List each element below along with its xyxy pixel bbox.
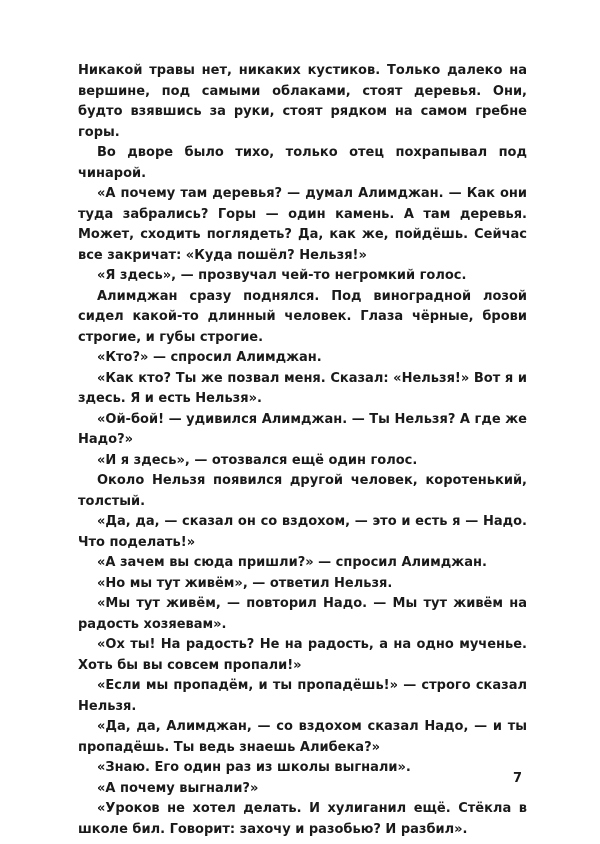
paragraph-8: «Ой-бой! — удивился Алимджан. — Ты Нельзя? А где же Надо?» [78, 411, 527, 447]
page-number: 7 [513, 771, 523, 786]
paragraph-11: «Да, да, — сказал он со вздохом, — это и есть я — Надо. Что поделать!» [78, 514, 527, 550]
paragraph-1: Никакой травы нет, никаких кустиков. Только далеко на вершине, под самыми облаками, стоят деревья. Они, будто взявшись за руки, стоят рядком на самом гребне горы. [78, 63, 527, 140]
paragraph-3: «А почему там деревья? — думал Алимджан. — Как они туда забрались? Горы — один камень. А там деревья. Может, сходить поглядеть? Да, как же, пойдёшь. Сейчас все закричат: «Куда пошёл? Нельзя!» [78, 186, 527, 263]
paragraph-10: Около Нельзя появился другой человек, коротенький, толстый. [78, 473, 527, 509]
paragraph-7: «Как кто? Ты же позвал меня. Сказал: «Нельзя!» Вот я и здесь. Я и есть Нельзя». [78, 370, 527, 406]
paragraph-17: «Да, да, Алимджан, — со вздохом сказал Надо, — и ты пропадёшь. Ты ведь знаешь Алибека?» [78, 719, 527, 755]
paragraph-5: Алимджан сразу поднялся. Под виноградной лозой сидел какой-то длинный человек. Глаза чёрные, брови строгие, и губы строгие. [78, 288, 527, 345]
paragraph-18: «Знаю. Его один раз из школы выгнали». [97, 760, 411, 775]
paragraph-13: «Но мы тут живём», — ответил Нельзя. [97, 575, 393, 591]
paragraph-12: «А зачем вы сюда пришли?» — спросил Алимджан. [97, 555, 487, 570]
paragraph-6: «Кто?» — спросил Алимджан. [97, 350, 322, 365]
paragraph-9: «И я здесь», — отозвался ещё один голос. [97, 452, 418, 468]
paragraph-4: «Я здесь», — прозвучал чей-то негромкий голос. [97, 268, 467, 283]
story-text [78, 61, 527, 840]
paragraph-20: «Уроков не хотел делать. И хулиганил ещё. Стёкла в школе бил. Говорит: захочу и разобью? И разбил». [78, 801, 527, 837]
paragraph-2: Во дворе было тихо, только отец похрапывал под чинарой. [78, 145, 527, 181]
paragraph-16: «Если мы пропадём, и ты пропадёшь!» — строго сказал Нельзя. [78, 678, 527, 714]
paragraph-15: «Ох ты! На радость? Не на радость, а на одно мученье. Хоть бы вы совсем пропали!» [78, 637, 527, 673]
paragraph-14: «Мы тут живём, — повторил Надо. — Мы тут живём на радость хозяевам». [78, 596, 527, 632]
paragraph-19: «А почему выгнали?» [97, 780, 259, 796]
